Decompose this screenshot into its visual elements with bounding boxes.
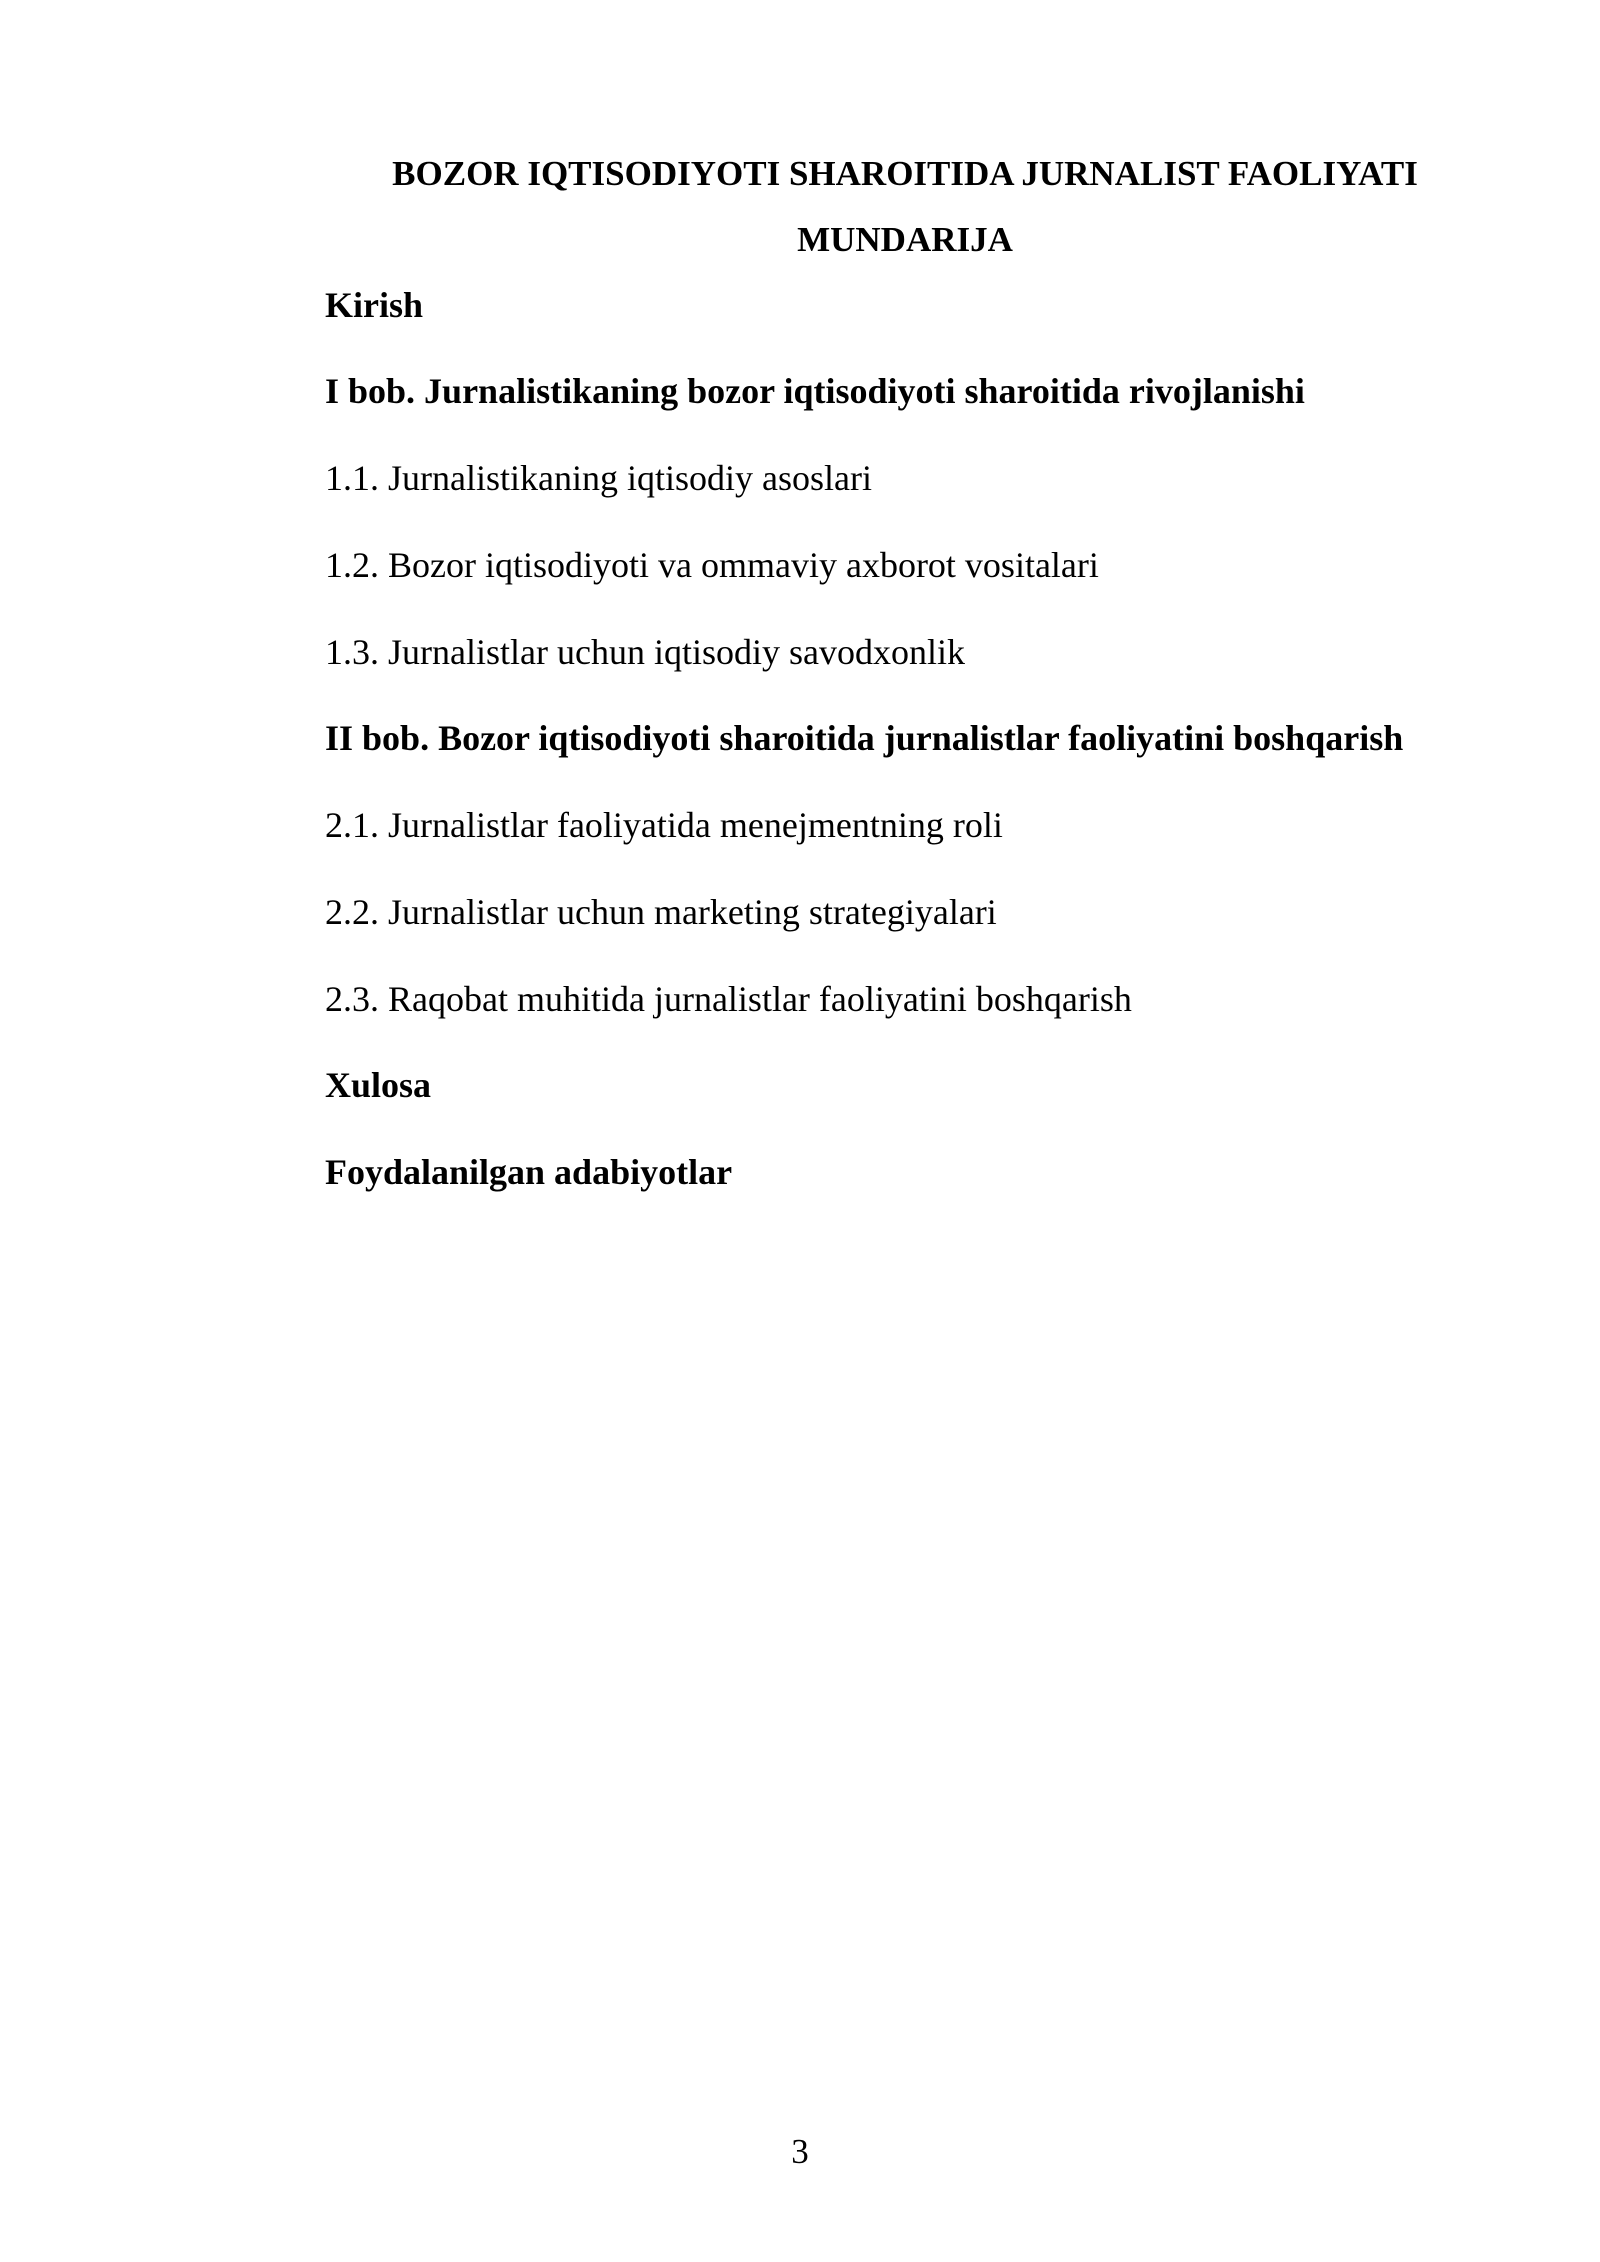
toc-entry: Kirish bbox=[325, 285, 424, 325]
toc-entry: II bob. Bozor iqtisodiyoti sharoitida jurnalistlar faoliyatini boshqarish bbox=[325, 718, 1404, 758]
toc-entry: 1.2. Bozor iqtisodiyoti va ommaviy axborot vositalari bbox=[325, 545, 1099, 585]
toc-entry: Xulosa bbox=[325, 1065, 432, 1105]
toc-entry: 2.1. Jurnalistlar faoliyatida menejmentning roli bbox=[325, 805, 1003, 845]
toc-entry: 2.2. Jurnalistlar uchun marketing strategiyalari bbox=[325, 892, 997, 932]
toc-entry: 2.3. Raqobat muhitida jurnalistlar faoliyatini boshqarish bbox=[325, 979, 1132, 1019]
toc-entry: 1.1. Jurnalistikaning iqtisodiy asoslari bbox=[325, 458, 872, 498]
toc-entry: 1.3. Jurnalistlar uchun iqtisodiy savodxonlik bbox=[325, 632, 965, 672]
document-title: BOZOR IQTISODIYOTI SHAROITIDA JURNALIST FAOLIYATI bbox=[392, 154, 1418, 193]
toc-heading: MUNDARIJA bbox=[797, 220, 1013, 259]
page-number: 3 bbox=[791, 2132, 809, 2171]
toc-entry: I bob. Jurnalistikaning bozor iqtisodiyoti sharoitida rivojlanishi bbox=[325, 371, 1305, 411]
toc-entry: Foydalanilgan adabiyotlar bbox=[325, 1152, 733, 1192]
